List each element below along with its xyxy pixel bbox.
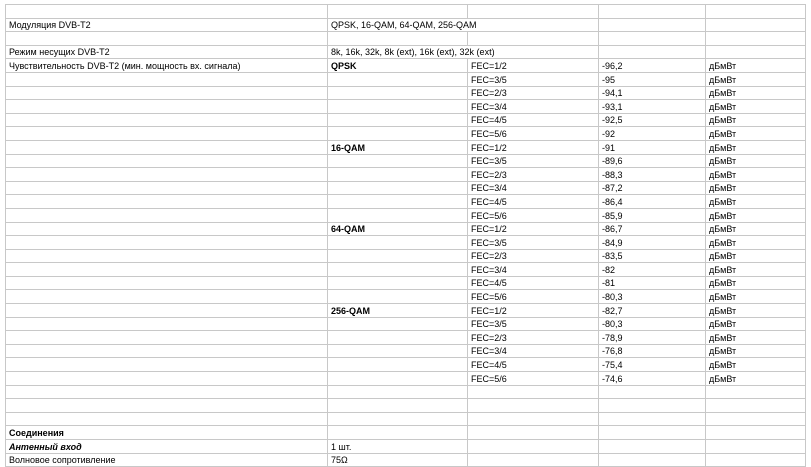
table-row xyxy=(6,222,806,236)
sensitivity-value: -74,6 xyxy=(599,372,706,386)
unit-label: дБмВт xyxy=(706,86,806,100)
table-row xyxy=(6,426,806,440)
sensitivity-value: -84,9 xyxy=(599,236,706,250)
unit-label: дБмВт xyxy=(706,140,806,154)
fec-rate: FEC=3/5 xyxy=(468,72,599,86)
carrier-mode-value: 8k, 16k, 32k, 8k (ext), 16k (ext), 32k (ext) xyxy=(328,45,599,59)
unit-label: дБмВт xyxy=(706,127,806,141)
sensitivity-value: -93,1 xyxy=(599,100,706,114)
fec-rate: FEC=4/5 xyxy=(468,276,599,290)
table-row xyxy=(6,181,806,195)
fec-rate: FEC=3/5 xyxy=(468,154,599,168)
sensitivity-value: -78,9 xyxy=(599,331,706,345)
fec-rate: FEC=3/4 xyxy=(468,181,599,195)
unit-label: дБмВт xyxy=(706,344,806,358)
unit-label: дБмВт xyxy=(706,249,806,263)
modulation-value: QPSK, 16-QAM, 64-QAM, 256-QAM xyxy=(328,18,599,32)
table-row xyxy=(6,317,806,331)
unit-label: дБмВт xyxy=(706,59,806,73)
connections-heading: Соединения xyxy=(6,426,328,440)
sensitivity-value: -76,8 xyxy=(599,344,706,358)
fec-rate: FEC=4/5 xyxy=(468,113,599,127)
unit-label: дБмВт xyxy=(706,290,806,304)
sensitivity-value: -94,1 xyxy=(599,86,706,100)
fec-rate: FEC=1/2 xyxy=(468,222,599,236)
fec-rate: FEC=5/6 xyxy=(468,290,599,304)
unit-label: дБмВт xyxy=(706,358,806,372)
table-row xyxy=(6,113,806,127)
unit-label: дБмВт xyxy=(706,100,806,114)
sensitivity-value: -82 xyxy=(599,263,706,277)
sensitivity-label: Чувствительность DVB-T2 (мин. мощность вх. сигнала) xyxy=(6,59,328,73)
fec-rate: FEC=2/3 xyxy=(468,168,599,182)
unit-label: дБмВт xyxy=(706,195,806,209)
table-row xyxy=(6,168,806,182)
modulation-group-name: 64-QAM xyxy=(328,222,468,236)
table-row xyxy=(6,72,806,86)
fec-rate: FEC=2/3 xyxy=(468,249,599,263)
table-row xyxy=(6,127,806,141)
sensitivity-value: -86,7 xyxy=(599,222,706,236)
table-row xyxy=(6,412,806,426)
unit-label: дБмВт xyxy=(706,168,806,182)
sensitivity-value: -88,3 xyxy=(599,168,706,182)
sensitivity-value: -92 xyxy=(599,127,706,141)
unit-label: дБмВт xyxy=(706,72,806,86)
fec-rate: FEC=4/5 xyxy=(468,358,599,372)
table-row xyxy=(6,290,806,304)
sensitivity-value: -89,6 xyxy=(599,154,706,168)
table-row xyxy=(6,5,806,19)
table-row xyxy=(6,45,806,59)
unit-label: дБмВт xyxy=(706,208,806,222)
sensitivity-value: -81 xyxy=(599,276,706,290)
antenna-input-value: 1 шт. xyxy=(328,440,468,454)
fec-rate: FEC=5/6 xyxy=(468,127,599,141)
table-row xyxy=(6,372,806,386)
spec-table-body xyxy=(6,5,806,467)
table-row xyxy=(6,344,806,358)
unit-label: дБмВт xyxy=(706,276,806,290)
table-row xyxy=(6,276,806,290)
modulation-group-name: QPSK xyxy=(328,59,468,73)
table-row xyxy=(6,304,806,318)
sensitivity-value: -83,5 xyxy=(599,249,706,263)
table-row xyxy=(6,100,806,114)
unit-label: дБмВт xyxy=(706,331,806,345)
fec-rate: FEC=2/3 xyxy=(468,331,599,345)
modulation-group-name: 16-QAM xyxy=(328,140,468,154)
unit-label: дБмВт xyxy=(706,263,806,277)
unit-label: дБмВт xyxy=(706,181,806,195)
table-row xyxy=(6,331,806,345)
sensitivity-value: -82,7 xyxy=(599,304,706,318)
unit-label: дБмВт xyxy=(706,372,806,386)
unit-label: дБмВт xyxy=(706,236,806,250)
sensitivity-value: -91 xyxy=(599,140,706,154)
table-row xyxy=(6,154,806,168)
table-row xyxy=(6,249,806,263)
sensitivity-value: -96,2 xyxy=(599,59,706,73)
fec-rate: FEC=1/2 xyxy=(468,59,599,73)
table-row xyxy=(6,236,806,250)
table-row xyxy=(6,140,806,154)
fec-rate: FEC=3/4 xyxy=(468,100,599,114)
table-row xyxy=(6,32,806,46)
table-row xyxy=(6,440,806,454)
fec-rate: FEC=1/2 xyxy=(468,304,599,318)
impedance-label: Волновое сопротивление xyxy=(6,453,328,467)
unit-label: дБмВт xyxy=(706,222,806,236)
table-row xyxy=(6,18,806,32)
sensitivity-value: -92,5 xyxy=(599,113,706,127)
fec-rate: FEC=3/4 xyxy=(468,263,599,277)
fec-rate: FEC=3/4 xyxy=(468,344,599,358)
sensitivity-value: -75,4 xyxy=(599,358,706,372)
fec-rate: FEC=3/5 xyxy=(468,317,599,331)
unit-label: дБмВт xyxy=(706,304,806,318)
fec-rate: FEC=5/6 xyxy=(468,208,599,222)
unit-label: дБмВт xyxy=(706,154,806,168)
impedance-value: 75Ω xyxy=(328,453,468,467)
fec-rate: FEC=2/3 xyxy=(468,86,599,100)
table-row xyxy=(6,208,806,222)
modulation-group-name: 256-QAM xyxy=(328,304,468,318)
fec-rate: FEC=3/5 xyxy=(468,236,599,250)
table-row xyxy=(6,399,806,413)
table-row xyxy=(6,195,806,209)
modulation-label: Модуляция DVB-T2 xyxy=(6,18,328,32)
carrier-mode-label: Режим несущих DVB-T2 xyxy=(6,45,328,59)
sensitivity-value: -80,3 xyxy=(599,290,706,304)
table-row xyxy=(6,263,806,277)
sensitivity-value: -80,3 xyxy=(599,317,706,331)
unit-label: дБмВт xyxy=(706,317,806,331)
table-row xyxy=(6,385,806,399)
table-row xyxy=(6,86,806,100)
spec-table xyxy=(5,4,806,467)
antenna-input-label: Антенный вход xyxy=(6,440,328,454)
sensitivity-value: -85,9 xyxy=(599,208,706,222)
fec-rate: FEC=5/6 xyxy=(468,372,599,386)
table-row xyxy=(6,358,806,372)
unit-label: дБмВт xyxy=(706,113,806,127)
sensitivity-value: -95 xyxy=(599,72,706,86)
sensitivity-value: -87,2 xyxy=(599,181,706,195)
table-row xyxy=(6,59,806,73)
fec-rate: FEC=1/2 xyxy=(468,140,599,154)
sensitivity-value: -86,4 xyxy=(599,195,706,209)
fec-rate: FEC=4/5 xyxy=(468,195,599,209)
